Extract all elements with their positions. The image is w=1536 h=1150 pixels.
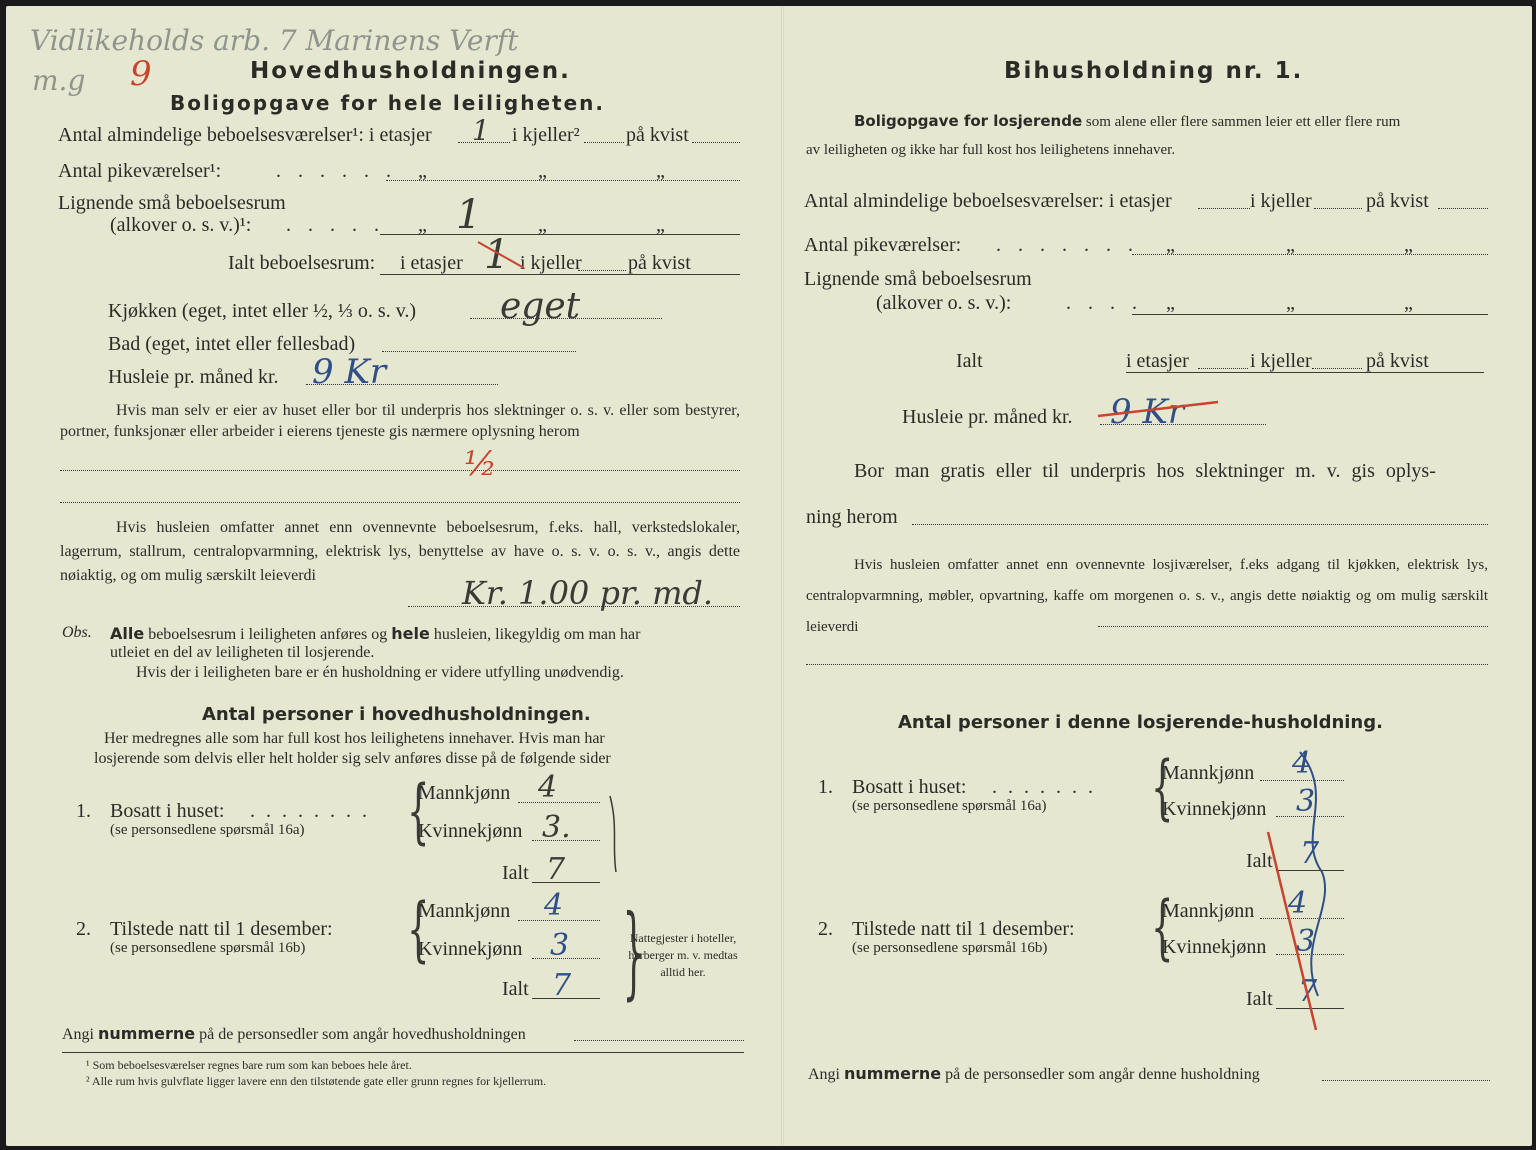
page-subtitle: Boligopgave for hele leiligheten. xyxy=(170,91,605,115)
right-rooms-row2-label: Antal pikeværelser: xyxy=(804,234,962,256)
rooms-row1-value: 1 xyxy=(472,114,490,147)
omfatter-value: Kr. 1.00 pr. md. xyxy=(462,574,714,612)
husleie-label: Husleie pr. måned kr. xyxy=(108,366,279,388)
q2-label: Tilstede natt til 1 desember: xyxy=(110,918,333,940)
right-q2-ialt-value: 7 xyxy=(1298,974,1318,1009)
page-title: Hovedhusholdningen. xyxy=(250,58,571,84)
q2-mann-value: 4 xyxy=(544,888,564,923)
rooms-row3-label-b: (alkover o. s. v.)¹: xyxy=(110,214,252,236)
right-page-title: Bihusholdning nr. 1. xyxy=(1004,58,1304,84)
q1-ialt-value: 7 xyxy=(546,852,566,887)
footnote-2: ² Alle rum hvis gulvflate ligger lavere enn den tilstøtende gate eller grunn regnes for kjellerrum. xyxy=(86,1074,547,1088)
q1-mann-value: 4 xyxy=(538,770,558,805)
rooms-row2-label: Antal pikeværelser¹: xyxy=(58,160,222,182)
census-form-sheet: Vidlikeholds arb. 7 Marinens Verft m.g 9 Hovedhusholdningen. Boligopgave for hele leiligheten. Antal almindelige beboelsesværelser¹: i etasjer 1 i kjeller² på kvist Antal pikeværelser¹: . . . . . . „ „ „ Lignende små beboelsesrum (alkover o. s. v.)¹: . . . . . „ „ „ 1 Ialt beboelsesrum: i etasjer 1 i kjeller på kvist Kjøkken (eget, intet eller ½, ⅓ o. s. v.) eget Bad (eget, intet eller fellesbad) Husleie pr. måned kr. 9 Kr Hvis man selv er eier av huset eller bor til underpris hos slektninger o. s. v. eller som bestyrer, portner, funksjonær eller arbeider i eierens tjeneste gis nærmere oplysning herom ½ Hvis husleien omfatter annet enn ovennevnte beboelsesrum, f.eks. hall, verkstedslokaler, lagerrum, stallrum, centralopvarmning, elektrisk lys, benyttelse av have o. s. v. o. s. v., angis dette nøiaktig, og om mulig særskilt leieverdi Kr. 1.00 pr. md. Obs. Alle beboelsesrum i leiligheten anføres og hele husleien, likegyldig om man har utleiet en del av leiligheten til losjerende. Hvis der i leiligheten bare er én husholdning er videre utfylling unødvendig. Antal personer i hovedhusholdningen. Her medregnes alle som har full kost hos leilighetens innehaver. Hvis man har losjerende som delvis eller helt holder sig selv anføres disse på de følgende sider 1. Bosatt i huset: . . . . . . . . (se personsedlene spørsmål 16a) { Mannkjønn 4 Kvinnekjønn 3. Ialt 7 2. Tilstede natt til 1 desember: (se personsedlene spørsmål 16b) { Mannkjønn 4 Kvinnekjønn 3 Ialt 7 } Nattegjester i hoteller, herberger m. v. medtas alltid her. Angi nummerne på de personsedler som angår hovedhusholdningen ¹ Som beboelsesværelser regnes bare rum som kan beboes hele året. ² Alle rum hvis gulvflate ligger lavere enn den tilstøtende gate eller grunn regnes for kjellerrum. Bihusholdning nr. 1. Boligopgave for losjerende som alene eller flere sammen leier ett eller flere rum av leiligheten og ikke har full kost hos leilighetens innehaver. Antal almindelige beboelsesværelser: i etasjer i kjeller på kvist Antal pikeværelser: . . . . . . . „ „ „ Lignende små beboelsesrum (alkover o. s. v.): . . . . „ „ „ Ialt i etasjer i kjeller på kvist Husleie pr. måned kr. 9 Kr Bor man gratis eller til underpris hos slektninger m. v. gis oplys- ning herom Hvis husleien omfatter annet enn ovennevnte losjiværelser, f.eks adgang til kjøkken, elektrisk lys, centralopvarmning, møbler, opvartning, kaffe om morgenen o. s. v., angis dette nøiaktig og om mulig særskilt leieverdi Antal personer i denne losjerende-husholdning. 1. Bosatt i huset: . . . . . . . (se personsedlene spørsmål 16a) { Mannkjønn 4 Kvinnekjønn 3 Ialt 7 2. Tilstede natt til 1 desember: (se personsedlene spørsmål 16b) { Mannkjønn 4 Kvinnekjønn 3 Ialt 7 Angi nummerne på de personsedler som angår denne husholdning xyxy=(6,6,1532,1146)
right-q1-kvinne-value: 3 xyxy=(1296,784,1316,819)
right-q1-ialt-value: 7 xyxy=(1300,836,1320,871)
q1-label: Bosatt i huset: xyxy=(110,800,225,822)
right-rooms-row1-label: Antal almindelige beboelsesværelser: i etasjer xyxy=(804,190,1172,212)
q2-ialt-value: 7 xyxy=(552,968,572,1003)
rooms-row1-label: Antal almindelige beboelsesværelser¹: i etasjer xyxy=(58,124,432,146)
ialt-beboelsesrum-value: 1 xyxy=(484,232,510,278)
q1-kvinne-value: 3. xyxy=(542,810,571,845)
margin-note-line2: m.g xyxy=(32,64,86,97)
q2-kvinne-value: 3 xyxy=(550,928,570,963)
nattegjester-note: Nattegjester i hoteller, herberger m. v. medtas alltid her. xyxy=(628,931,738,979)
right-husleie-value: 9 Kr xyxy=(1110,392,1185,432)
right-q2-mann-value: 4 xyxy=(1288,886,1308,921)
husleie-value: 9 Kr xyxy=(312,352,387,392)
pencil-strokes xyxy=(6,6,1532,1146)
footnote-1: ¹ Som beboelsesværelser regnes bare rum som kan beboes hele året. xyxy=(86,1058,412,1072)
margin-note-number: 9 xyxy=(130,54,152,94)
right-q1-label: Bosatt i huset: xyxy=(852,776,967,798)
ialt-beboelsesrum-label: Ialt beboelsesrum: xyxy=(228,252,376,274)
right-ialt-label: Ialt xyxy=(956,350,983,372)
kjokken-label: Kjøkken (eget, intet eller ½, ⅓ o. s. v.) xyxy=(108,300,417,322)
right-gratis-text-1: Bor man gratis eller til underpris hos slektninger m. v. gis oplys- xyxy=(854,460,1436,482)
rooms-row1-kvist: på kvist xyxy=(626,124,689,146)
bad-label: Bad (eget, intet eller fellesbad) xyxy=(108,333,356,355)
rooms-row3-label-a: Lignende små beboelsesrum xyxy=(58,192,286,214)
rooms-row1-kjeller: i kjeller² xyxy=(512,124,580,146)
eier-text: Hvis man selv er eier av huset eller bor til underpris hos slektninger o. s. v. eller som bestyrer, portner, funksjonær eller arbeider i eierens tjeneste gis nærmere oplysning herom xyxy=(60,402,740,440)
persons-title: Antal personer i hovedhusholdningen. xyxy=(202,704,591,725)
margin-note-line1: Vidlikeholds arb. 7 Marinens Verft xyxy=(30,24,519,57)
right-q2-label: Tilstede natt til 1 desember: xyxy=(852,918,1075,940)
omfatter-text: Hvis husleien omfatter annet enn ovennevnte beboelsesrum, f.eks. hall, verkstedslokaler, lagerrum, stallrum, centralopvarmning, elektrisk lys, benyttelse av have o. s. v. o. s. v., angis dette nøiaktig, og om mulig særskilt leieverdi xyxy=(60,519,740,584)
right-omfatter-text: Hvis husleien omfatter annet enn ovennevnte losjiværelser, f.eks adgang til kjøkken, elektrisk lys, centralopvarmning, møbler, opvartning, kaffe om morgenen o. s. v., angis dette nøiaktig og om mulig særskilt leieverdi xyxy=(806,557,1488,635)
kjokken-value: eget xyxy=(500,286,581,327)
right-q2-kvinne-value: 3 xyxy=(1296,924,1316,959)
rooms-row3-value: 1 xyxy=(456,192,482,238)
right-q1-mann-value: 4 xyxy=(1292,746,1312,781)
eier-value: ½ xyxy=(464,444,497,484)
right-persons-title: Antal personer i denne losjerende-husholdning. xyxy=(898,712,1383,733)
right-husleie-label: Husleie pr. måned kr. xyxy=(902,406,1073,428)
